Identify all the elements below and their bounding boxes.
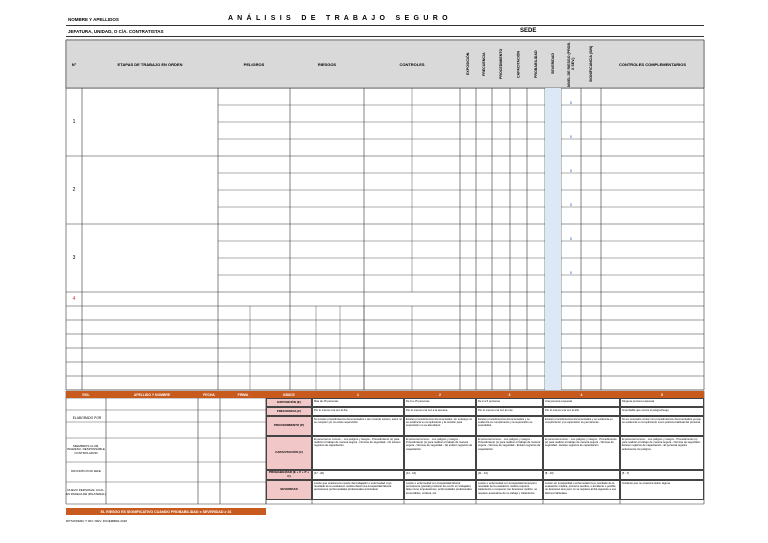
bottom-firma-header: FIRMA (220, 391, 266, 398)
sede-label: SEDE (520, 28, 537, 34)
legend-row-label: CAPACITACIÓN (C) (266, 436, 312, 470)
legend-cell: El personal no conoce: - Los peligros y riesgos - Procedimiento (s) para realizar el trabajo de manera segura - Normas de seguridad - No existen registros de capacitación (312, 436, 404, 470)
legend-row-label: FRECUENCIA (F) (266, 407, 312, 416)
nivel-value-2b: 0 (569, 201, 573, 207)
col-controles: CONTROLES (399, 61, 425, 67)
col-procedimiento: PROCEDIMIENTO (499, 48, 503, 80)
bottom-indice-header: INDICE (266, 391, 312, 398)
legend-cell: [17 - 20] (312, 470, 404, 480)
legend-cell: [11 - 13] (476, 470, 543, 480)
miembros-label: MIEMBROS CLUB, INGRESO, RESPONSABLE CONTROLADOR (67, 443, 105, 455)
stage-number-3: 3 (72, 255, 76, 261)
legend-cell: Una persona expuesta (543, 398, 620, 407)
nivel-value-1b: 0 (569, 133, 573, 139)
index-1: 1 (312, 391, 404, 398)
col-complementarios: CONTROLES COMPLEMENTARIOS (618, 61, 687, 67)
legend-cell: Por lo menos una vez al día (312, 407, 404, 416)
legend-cell: Existen procedimientos documentados y se evidencia su cumplimiento y la supervisión es permanente (543, 416, 620, 436)
legend-row-label: PROBABILIDAD (E + F + P + C) (266, 470, 312, 480)
legend-row-label: SEVERIDAD (266, 480, 312, 500)
col-peligros: PELIGROS (243, 61, 265, 67)
legend-cell: El personal conoce: - Los peligros y riesgos - Procedimiento (s) para realizar el trabajo de manera segura - Normas de seguridad - Existen registros de capacitación - El personal registra activamente los peligros (620, 436, 704, 470)
col-riesgos: RIESGOS (317, 61, 337, 67)
col-exposicion: EXPOSICIÓN (466, 52, 470, 76)
document-code: RITSO/PERU T 003 / REV. DICIEMBRE 2018 (66, 519, 127, 523)
legend-cell: De 2 a 5 personas (476, 398, 543, 407)
stage-number-1: 1 (72, 119, 76, 125)
index-5: 5 (620, 391, 704, 398)
nivel-value-3a: 0 (569, 235, 573, 241)
nivel-value-3b: 0 (569, 269, 573, 275)
legend-row-label: PROCEDIMIENTO (P) (266, 416, 312, 436)
index-2: 2 (404, 391, 476, 398)
col-capacitacion: CAPACITACIÓN (516, 50, 521, 78)
nombre-label: NOMBRE Y APELLIDOS (68, 17, 119, 22)
legend-cell: El personal conoce: - Los peligros y riesgos - Procedimiento (s) para realizar el trabajo de manera segura - Normas de seguridad - Existen registros de capacitación (476, 436, 543, 470)
significancia-footer: EL RIESGO ES SIGNIFICATIVO CUANDO PROBABILIDAD x SEVERIDAD ≥ 16 (66, 508, 266, 515)
legend-cell: Incidente que no ocasiona lesión alguna (620, 480, 704, 500)
stage-number-4: 4 (72, 296, 76, 302)
legend-cell: Lesión o enfermedad con incapacidad temporal o resultado de la evaluación médica requiere tratamiento o recuperar con descanso médico, no requiere ausentarse de su trabajo y tratamiento (476, 480, 543, 500)
elaborado-label: ELABORADO POR (72, 416, 102, 420)
col-nivel-riesgo: NIVEL DE RIESGO (PROB. X SEV.) (567, 41, 575, 87)
legend-cell: Lesión que ocasiona la muerte del trabajador o enfermedad cuyo resultado de la evaluación médica determina incapacidad laboral permanente (enfermedades profesionales terminales) (312, 480, 404, 500)
legend-cell: [5 - 7] (620, 470, 704, 480)
legend-cell: [8 - 10] (543, 470, 620, 480)
col-frecuencia: FRECUENCIA (482, 52, 486, 76)
legend-cell: Por lo menos una vez al mes (476, 407, 543, 416)
page-title: A N Á L I S I S D E T R A B A J O S E G U R O (228, 15, 449, 22)
nivel-value-2a: 0 (569, 167, 573, 173)
legend-cell: Existen procedimientos documentados y se evidencia su cumplimiento y la supervisión es esporádica (476, 416, 543, 436)
legend-row-label: EXPOSICIÓN (E) (266, 398, 312, 407)
index-3: 3 (476, 391, 543, 398)
legend-cell: Por lo menos una vez al año (543, 407, 620, 416)
legend-cell: De 6 a 15 personas (404, 398, 476, 407)
legend-cell: Lesión sin incapacidad o enfermedad cuyo resultado de la evaluación médica, primeros auxilios, o accidente o posible un descanso leve pero no se requiere al día siguiente a sus labores habituales (543, 480, 620, 500)
nuevo-personal-label: NUEVO PERSONAL CUAL. ES PAREJA DE (BILATERAL) (66, 488, 106, 496)
index-4: 4 (543, 391, 620, 398)
jefatura-label: JEFATURA, UNIDAD, O C/A. CONTRATISTAS (68, 29, 164, 34)
legend-cell: El personal conoce: - Los peligros y riesgos - Procedimiento (s) para realizar el trabajo de manera segura - Normas de seguridad - No existen registros de capacitación (404, 436, 476, 470)
legend-cell: Por lo menos una vez a la semana (404, 407, 476, 416)
legend-cell: Más de 15 personas (312, 398, 404, 407)
col-significancia: SIGNIFICANCIA (S/N) (589, 45, 593, 83)
bottom-fecha-header: FECHA (198, 391, 220, 398)
col-etapas: ETAPAS DE TRABAJO EN ORDEN (117, 61, 183, 67)
difusion-label: DIFUSIÓN POR JEFE (71, 469, 101, 474)
nivel-value-1a: 0 (569, 99, 573, 105)
bottom-rol-header: ROL (66, 391, 106, 398)
legend-cell: Improbable que ocurra el peligro/riesgo (620, 407, 704, 416)
legend-cell: No es necesario contar con procedimientos documentados ya que se evidencia su cumplimiento como práctica habitual del personal (620, 416, 704, 436)
stage-number-2: 2 (72, 187, 76, 193)
legend-cell: No existen procedimientos documentados o aún cuando existen, estos no se cumplen y/o no existe supervisión (312, 416, 404, 436)
col-probabilidad: PROBABILIDAD (534, 50, 538, 78)
legend-cell: Existen procedimientos documentados, sin embargo no se evidencia su cumplimiento y la revisión para supervisión no es abundante (404, 416, 476, 436)
legend-cell: [14 - 16] (404, 470, 476, 480)
col-n: N° (71, 61, 77, 67)
legend-cell: Ninguna persona expuesta (620, 398, 704, 407)
legend-cell: El personal conoce: - Los peligros y riesgos - Procedimiento (s) para realizar el trabajo de manera segura - Normas de seguridad - Existen registros de capacitación (543, 436, 620, 470)
legend-cell: Lesión o enfermedad con incapacidad laboral permanente (parcial) producto de ocurrir en trabajador, tales como amputaciones, enfermedades profesionales irreversibles, sordera, etc. (404, 480, 476, 500)
col-severidad: SEVERIDAD (551, 53, 555, 75)
bottom-apellido-header: APELLIDO Y NOMBRE (106, 391, 198, 398)
